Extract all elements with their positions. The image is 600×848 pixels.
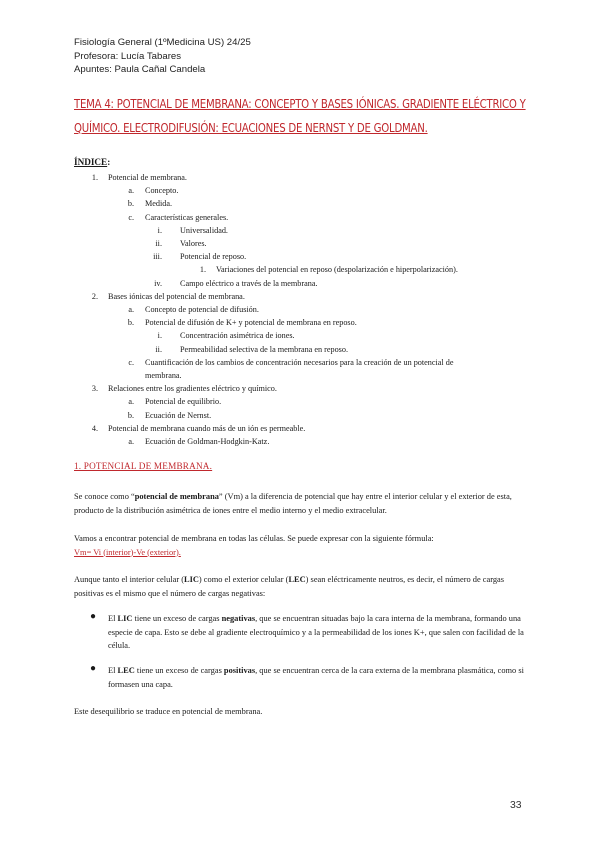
- toc-item: Relaciones entre los gradientes eléctrico y químico.: [108, 384, 277, 394]
- toc-item: Potencial de equilibrio.: [145, 397, 222, 407]
- toc-marker: ii.: [155, 344, 162, 354]
- toc-marker: i.: [157, 225, 162, 235]
- p3-text-a: Aunque tanto el interior celular (: [74, 575, 184, 584]
- toc-item: Concentración asimétrica de iones.: [180, 331, 295, 341]
- toc-marker: 1.: [199, 265, 206, 275]
- toc-marker: iv.: [154, 278, 162, 288]
- membrane-formula: Vm= Vi (interior)-Ve (exterior).: [74, 547, 181, 557]
- bullet-dot: ●: [90, 663, 97, 674]
- p3-text-b: ) como el exterior celular (: [198, 575, 289, 584]
- p3-lec: LEC: [288, 575, 306, 584]
- toc-item: Universalidad.: [180, 225, 228, 235]
- toc-item: Permeabilidad selectiva de la membrana en reposo.: [180, 344, 349, 354]
- paragraph-neutrality: [74, 573, 530, 600]
- toc-marker: c.: [128, 357, 134, 367]
- section-title: 1. POTENCIAL DE MEMBRANA.: [74, 461, 213, 471]
- bullet-lec: [108, 664, 530, 691]
- b2-lec: LEC: [117, 666, 135, 675]
- toc-item: Cuantificación de los cambios de concentración necesarios para la creación de un potencial de: [145, 357, 454, 367]
- toc-heading-text: ÍNDICE: [74, 157, 108, 167]
- toc-item: Bases iónicas del potencial de membrana.: [108, 291, 245, 301]
- toc-marker: 4.: [91, 423, 98, 433]
- paragraph-definition: [74, 490, 530, 517]
- b1-lic: LIC: [117, 614, 133, 623]
- toc-marker: a.: [128, 437, 134, 446]
- p1-text-a: Se conoce como “: [74, 492, 135, 501]
- toc-marker: ii.: [155, 239, 162, 248]
- page-number: 33: [510, 800, 522, 811]
- document-title: TEMA 4: POTENCIAL DE MEMBRANA: CONCEPTO Y BASES IÓNICAS. GRADIENTE ELÉCTRICO Y QUÍMICO. ELECTRODIFUSIÓN: ECUACIONES DE NERNST Y DE GOLDMAN.: [74, 96, 526, 135]
- toc-item: Ecuación de Nernst.: [145, 410, 212, 420]
- toc-item: Potencial de membrana cuando más de un ión es permeable.: [108, 423, 306, 433]
- bullet-dot: ●: [90, 611, 97, 622]
- toc-item: Potencial de reposo.: [180, 252, 247, 262]
- header-author: Apuntes: Paula Cañal Candela: [74, 64, 206, 75]
- b1-text-c: , que se encuentran situadas bajo la cara interna de la membrana, formando una especie de capa. Esto se debe al gradiente electroquímico y a la permeabilidad de los iones K+, que salen con facilidad de la célula.: [108, 614, 524, 651]
- p1-bold-term: potencial de membrana: [134, 492, 219, 501]
- toc-marker: 1.: [91, 173, 98, 182]
- b1-negativas: negativas: [221, 614, 256, 623]
- toc-marker: iii.: [153, 252, 162, 262]
- toc-marker: 3.: [91, 384, 98, 394]
- toc-item: Variaciones del potencial en reposo (despolarización e hiperpolarización).: [216, 265, 458, 275]
- header-professor: Profesora: Lucía Tabares: [74, 50, 182, 62]
- toc-marker: b.: [127, 199, 134, 209]
- b2-text-c: , que se encuentran cerca de la cara externa de la membrana plasmática, como si formasen una capa.: [108, 666, 524, 689]
- p1-text-b: ” (Vm) a la diferencia de potencial que hay entre el interior celular y el exterior de esta, producto de la distribución asimétrica de iones entre el medio interno y el medio extracelular.: [74, 492, 512, 515]
- toc-marker: i.: [157, 331, 162, 341]
- toc-marker: c.: [128, 212, 134, 222]
- b2-text-a: El: [108, 666, 118, 675]
- bullet-lic: [108, 612, 530, 653]
- page-header: [74, 36, 251, 77]
- b1-text-a: El: [108, 614, 118, 623]
- b2-text-b: tiene un exceso de cargas: [134, 666, 224, 675]
- toc-marker: a.: [128, 186, 134, 196]
- toc-heading: [74, 157, 110, 167]
- toc-marker: a.: [128, 397, 134, 407]
- toc-item: Características generales.: [145, 212, 229, 222]
- toc-marker: b.: [127, 318, 134, 328]
- toc-item: Potencial de membrana.: [108, 173, 187, 182]
- header-course: Fisiología General (1ºMedicina US) 24/25: [74, 37, 251, 48]
- toc-item: Medida.: [145, 199, 173, 209]
- toc-marker: a.: [128, 305, 134, 314]
- toc-item: Concepto de potencial de difusión.: [145, 305, 259, 314]
- toc-item: Valores.: [180, 239, 207, 248]
- toc-marker: 2.: [91, 291, 98, 301]
- b1-text-b: tiene un exceso de cargas: [132, 614, 222, 623]
- paragraph-formula: [74, 532, 530, 559]
- toc-item: Potencial de difusión de K+ y potencial de membrana en reposo.: [145, 318, 357, 328]
- p3-text-c: ) sean eléctricamente neutros, es decir, el número de cargas positivas es el mismo que el número de cargas negativas:: [74, 575, 504, 598]
- toc-item: membrana.: [145, 371, 182, 380]
- toc-item: Ecuación de Goldman-Hodgkin-Katz.: [145, 437, 270, 446]
- toc-marker: b.: [127, 410, 134, 420]
- toc-item: Campo eléctrico a través de la membrana.: [180, 278, 318, 288]
- b2-positivas: positivas: [223, 666, 256, 675]
- toc-heading-colon: :: [107, 157, 111, 167]
- toc-item: Concepto.: [145, 186, 179, 196]
- p3-lic: LIC: [184, 575, 199, 584]
- p2-text: Vamos a encontrar potencial de membrana en todas las células. Se puede expresar con la siguiente fórmula:: [74, 534, 434, 543]
- paragraph-conclusion: Este desequilibrio se traduce en potencial de membrana.: [74, 707, 263, 716]
